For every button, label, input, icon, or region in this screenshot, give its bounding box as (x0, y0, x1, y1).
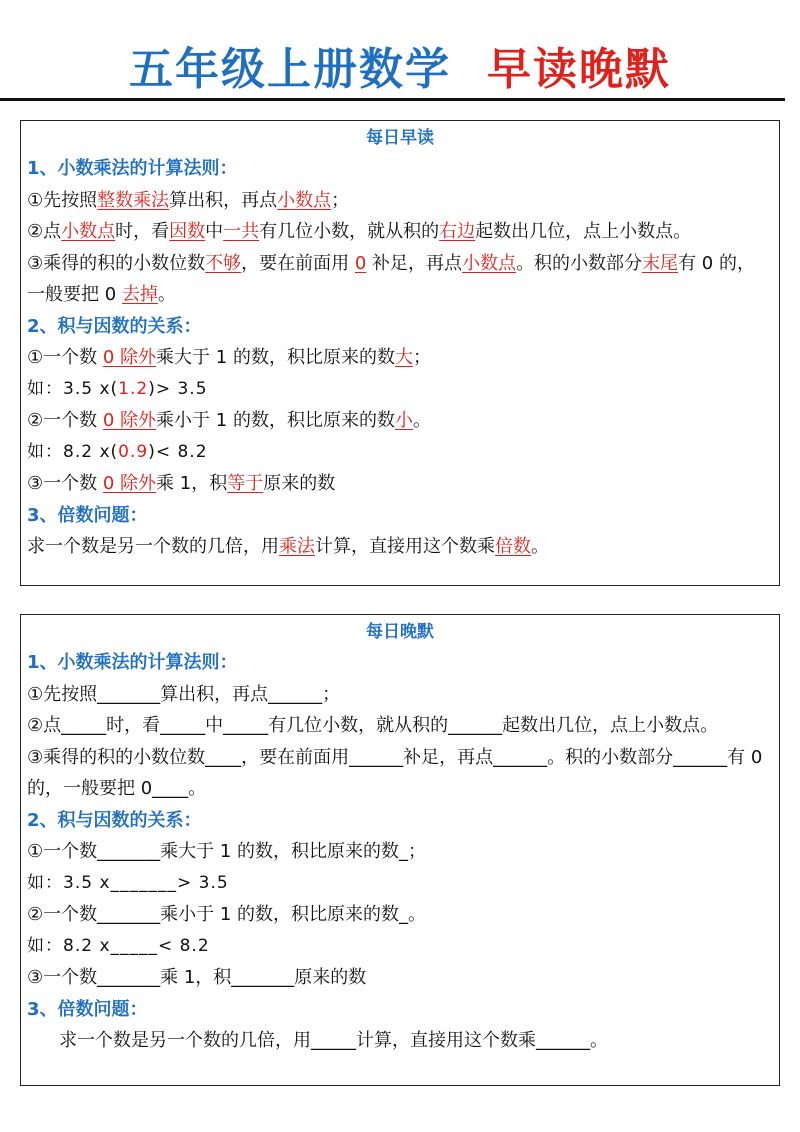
answer: 小数点 (61, 221, 116, 242)
section-heading-3: 3、倍数问题： (27, 504, 148, 526)
rule-line-3: ③乘得的积的小数位数不够，要在前面用 0 补足，再点小数点。积的小数部分末尾有 0 的，一般要把 0 去掉。 (27, 252, 755, 305)
blank-example-1: 如：3.5 x_______> 3.5 (27, 872, 229, 893)
title-red: 早读晚默 (487, 44, 671, 95)
answer: 一共 (223, 221, 260, 242)
title-blue: 五年级上册数学 (129, 44, 451, 95)
answer: 小数点 (462, 252, 517, 274)
answer: 右边 (439, 221, 476, 242)
answer: 1.2 (118, 378, 149, 399)
section-heading-2: 2、积与因数的关系： (27, 315, 202, 337)
answer: 去掉 (121, 284, 158, 305)
example-line-2: 如：8.2 x(0.9)< 8.2 (27, 441, 208, 462)
answer: 等于 (227, 473, 264, 494)
evening-box-title: 每日晚默 (366, 622, 434, 642)
relation-line-2: ②一个数 0 除外乘小于 1 的数，积比原来的数小。 (27, 410, 431, 431)
answer: 整数乘法 (97, 189, 170, 211)
answer: 0 除外 (102, 347, 157, 368)
answer: 大 (394, 347, 413, 368)
section-heading-1: 1、小数乘法的计算法则： (27, 158, 238, 179)
answer: 因数 (169, 221, 206, 242)
multiple-line: 求一个数是另一个数的几倍，用乘法计算，直接用这个数乘倍数。 (27, 536, 549, 557)
answer: 0 (354, 252, 367, 274)
rule-line-1: ①先按照整数乘法算出积，再点小数点； (27, 189, 350, 211)
answer: 乘法 (279, 536, 315, 557)
answer: 倍数 (495, 536, 531, 557)
evening-dictation-box (20, 614, 780, 1086)
answer: 不够 (205, 252, 242, 274)
blank-line-4: ①一个数_______乘大于 1 的数，积比原来的数_； (27, 841, 427, 862)
answer: 小数点 (277, 189, 332, 211)
answer: 末尾 (642, 252, 679, 274)
blank-line-6: ③一个数_______乘 1，积_______原来的数 (27, 967, 367, 988)
blank-line-5: ②一个数_______乘小于 1 的数，积比原来的数_。 (27, 904, 427, 925)
example-line-1: 如：3.5 x(1.2)> 3.5 (27, 378, 208, 399)
relation-line-1: ①一个数 0 除外乘大于 1 的数，积比原来的数大； (27, 347, 431, 368)
blank-line-3: ③乘得的积的小数位数____，要在前面用______补足，再点______。积的小数部分______有 0 的，一般要把 0____。 (27, 746, 763, 799)
blank-line-2: ②点_____时，看_____中_____有几位小数，就从积的______起数出几位，点上小数点。 (27, 715, 719, 736)
answer: 0 除外 (102, 410, 157, 431)
morning-reading-box (20, 120, 780, 586)
section-heading-1: 1、小数乘法的计算法则： (27, 652, 238, 673)
answer: 0.9 (118, 441, 149, 462)
relation-line-3: ③一个数 0 除外乘 1，积等于原来的数 (27, 473, 336, 494)
section-heading-2: 2、积与因数的关系： (27, 809, 202, 831)
title-divider (0, 98, 785, 101)
blank-line-1: ①先按照_______算出积，再点______； (27, 683, 341, 705)
blank-example-2: 如：8.2 x_____< 8.2 (27, 935, 210, 956)
blank-line-7: 求一个数是另一个数的几倍，用_____计算，直接用这个数乘______。 (59, 1030, 608, 1051)
answer: 0 除外 (102, 473, 157, 494)
answer: 小 (394, 410, 413, 431)
morning-box-title: 每日早读 (366, 128, 434, 148)
page-title (0, 40, 800, 100)
section-heading-3: 3、倍数问题： (27, 998, 148, 1020)
rule-line-2: ②点小数点时，看因数中一共有几位小数，就从积的右边起数出几位，点上小数点。 (27, 221, 692, 242)
